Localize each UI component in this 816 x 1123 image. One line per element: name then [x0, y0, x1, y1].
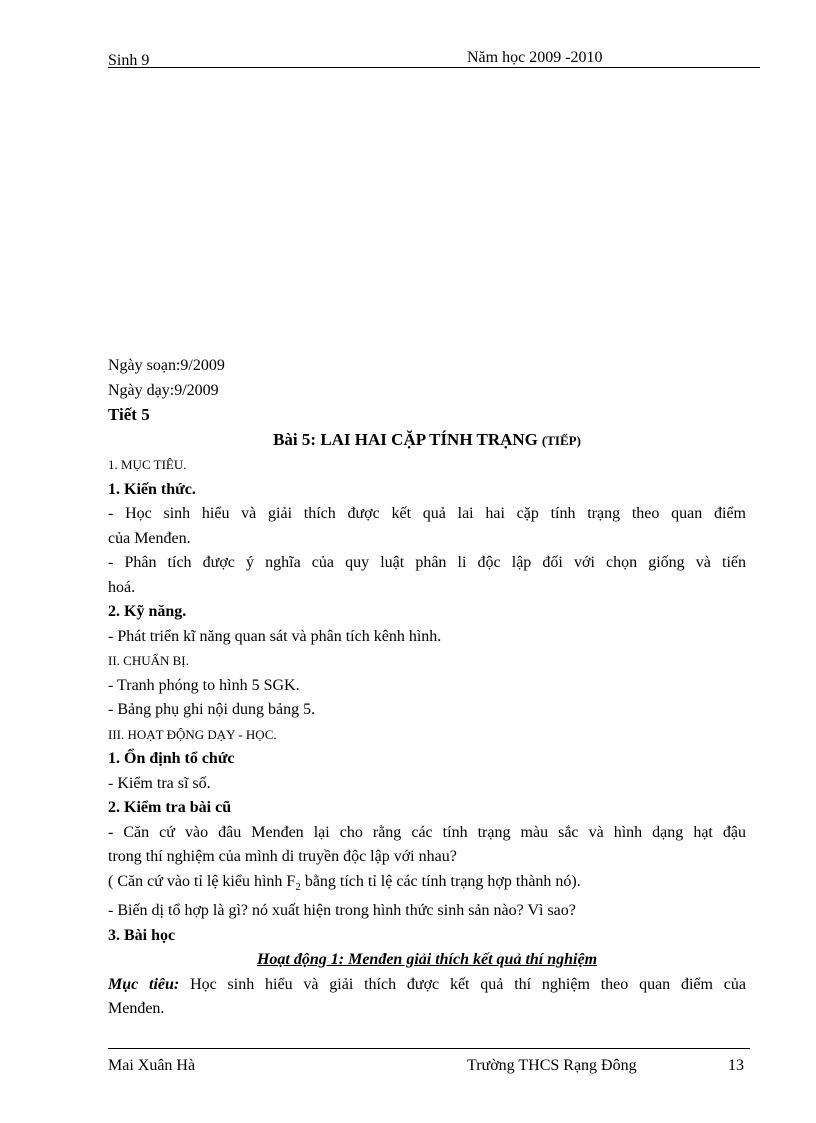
review-question-2: - Biến dị tổ hợp là gì? nó xuất hiện trong hình thức sinh sản nào? Vì sao?: [108, 902, 576, 920]
document-body: [108, 354, 746, 1022]
teach-date: Ngày dạy:9/2009: [108, 381, 219, 399]
activity-1-goal-line2: Menđen.: [108, 1000, 165, 1018]
preparation-item-1: - Tranh phóng to hình 5 SGK.: [108, 676, 300, 694]
subsection-lesson: 3. Bài học: [108, 926, 176, 944]
section-preparation: II. CHUẨN BỊ.: [108, 653, 189, 668]
lesson-period: Tiết 5: [108, 405, 150, 424]
prep-date: Ngày soạn:9/2009: [108, 357, 225, 374]
subsection-review: 2. Kiểm tra bài cũ: [108, 799, 232, 816]
footer-school: Trường THCS Rạng Đông: [467, 1057, 637, 1074]
lesson-title: [108, 428, 746, 454]
section-objectives: 1. MỤC TIÊU.: [108, 457, 187, 472]
page-number: 13: [728, 1057, 744, 1074]
subsection-organization: 1. Ổn định tổ chức: [108, 750, 235, 767]
subsection-knowledge: 1. Kiến thức.: [108, 480, 196, 498]
review-answer-post: bằng tích tỉ lệ các tính trạng hợp thành nó).: [300, 872, 581, 890]
preparation-item-2: - Bảng phụ ghi nội dung bảng 5.: [108, 701, 316, 718]
organization-item-1: - Kiểm tra sĩ số.: [108, 774, 211, 792]
review-question-1-line2: trong thí nghiệm của mình di truyền độc lập với nhau?: [108, 848, 457, 865]
knowledge-item-1-line1: - Học sinh hiểu và giải thích được kết quả lai hai cặp tính trạng theo quan điểm: [108, 505, 746, 522]
knowledge-item-2-line1: - Phân tích được ý nghĩa của quy luật phân li độc lập đối với chọn giống và tiến: [108, 554, 746, 571]
lesson-title-main: Bài 5: LAI HAI CẶP TÍNH TRẠNG: [273, 429, 538, 449]
activity-1-goal-line1: [108, 973, 746, 998]
activity-1-title: Hoạt động 1: Menđen giải thích kết quả thí nghiệm: [256, 951, 598, 969]
knowledge-item-2-line2: hoá.: [108, 578, 136, 596]
section-activities: III. HOẠT ĐỘNG DẠY - HỌC.: [108, 726, 277, 742]
footer-divider: [108, 1048, 750, 1049]
header-school-year: Năm học 2009 -2010: [467, 49, 603, 66]
lesson-title-suffix: (TIẾP): [541, 432, 581, 448]
header-subject: Sinh 9: [108, 52, 150, 69]
review-answer-pre: ( Căn cứ vào tỉ lệ kiểu hình F: [108, 872, 296, 890]
activity-1-goal-text: Học sinh hiểu và giải thích được kết quả thí nghiệm theo quan điểm của: [179, 975, 746, 993]
skills-item-1: - Phát triển kĩ năng quan sát và phân tích kênh hình.: [108, 627, 442, 645]
review-answer-subscript: 2: [295, 880, 301, 893]
subsection-skills: 2. Kỹ năng.: [108, 603, 187, 620]
footer-author: Mai Xuân Hà: [108, 1057, 196, 1074]
activity-1-goal-label: Mục tiêu:: [108, 975, 180, 993]
review-question-1-line1: - Căn cứ vào đâu Menđen lại cho rằng các tính trạng màu sắc và hình dạng hạt đậu: [108, 823, 746, 841]
review-answer: [108, 870, 746, 900]
header-divider: [108, 67, 760, 68]
knowledge-item-1-line2: của Menđen.: [108, 529, 191, 547]
